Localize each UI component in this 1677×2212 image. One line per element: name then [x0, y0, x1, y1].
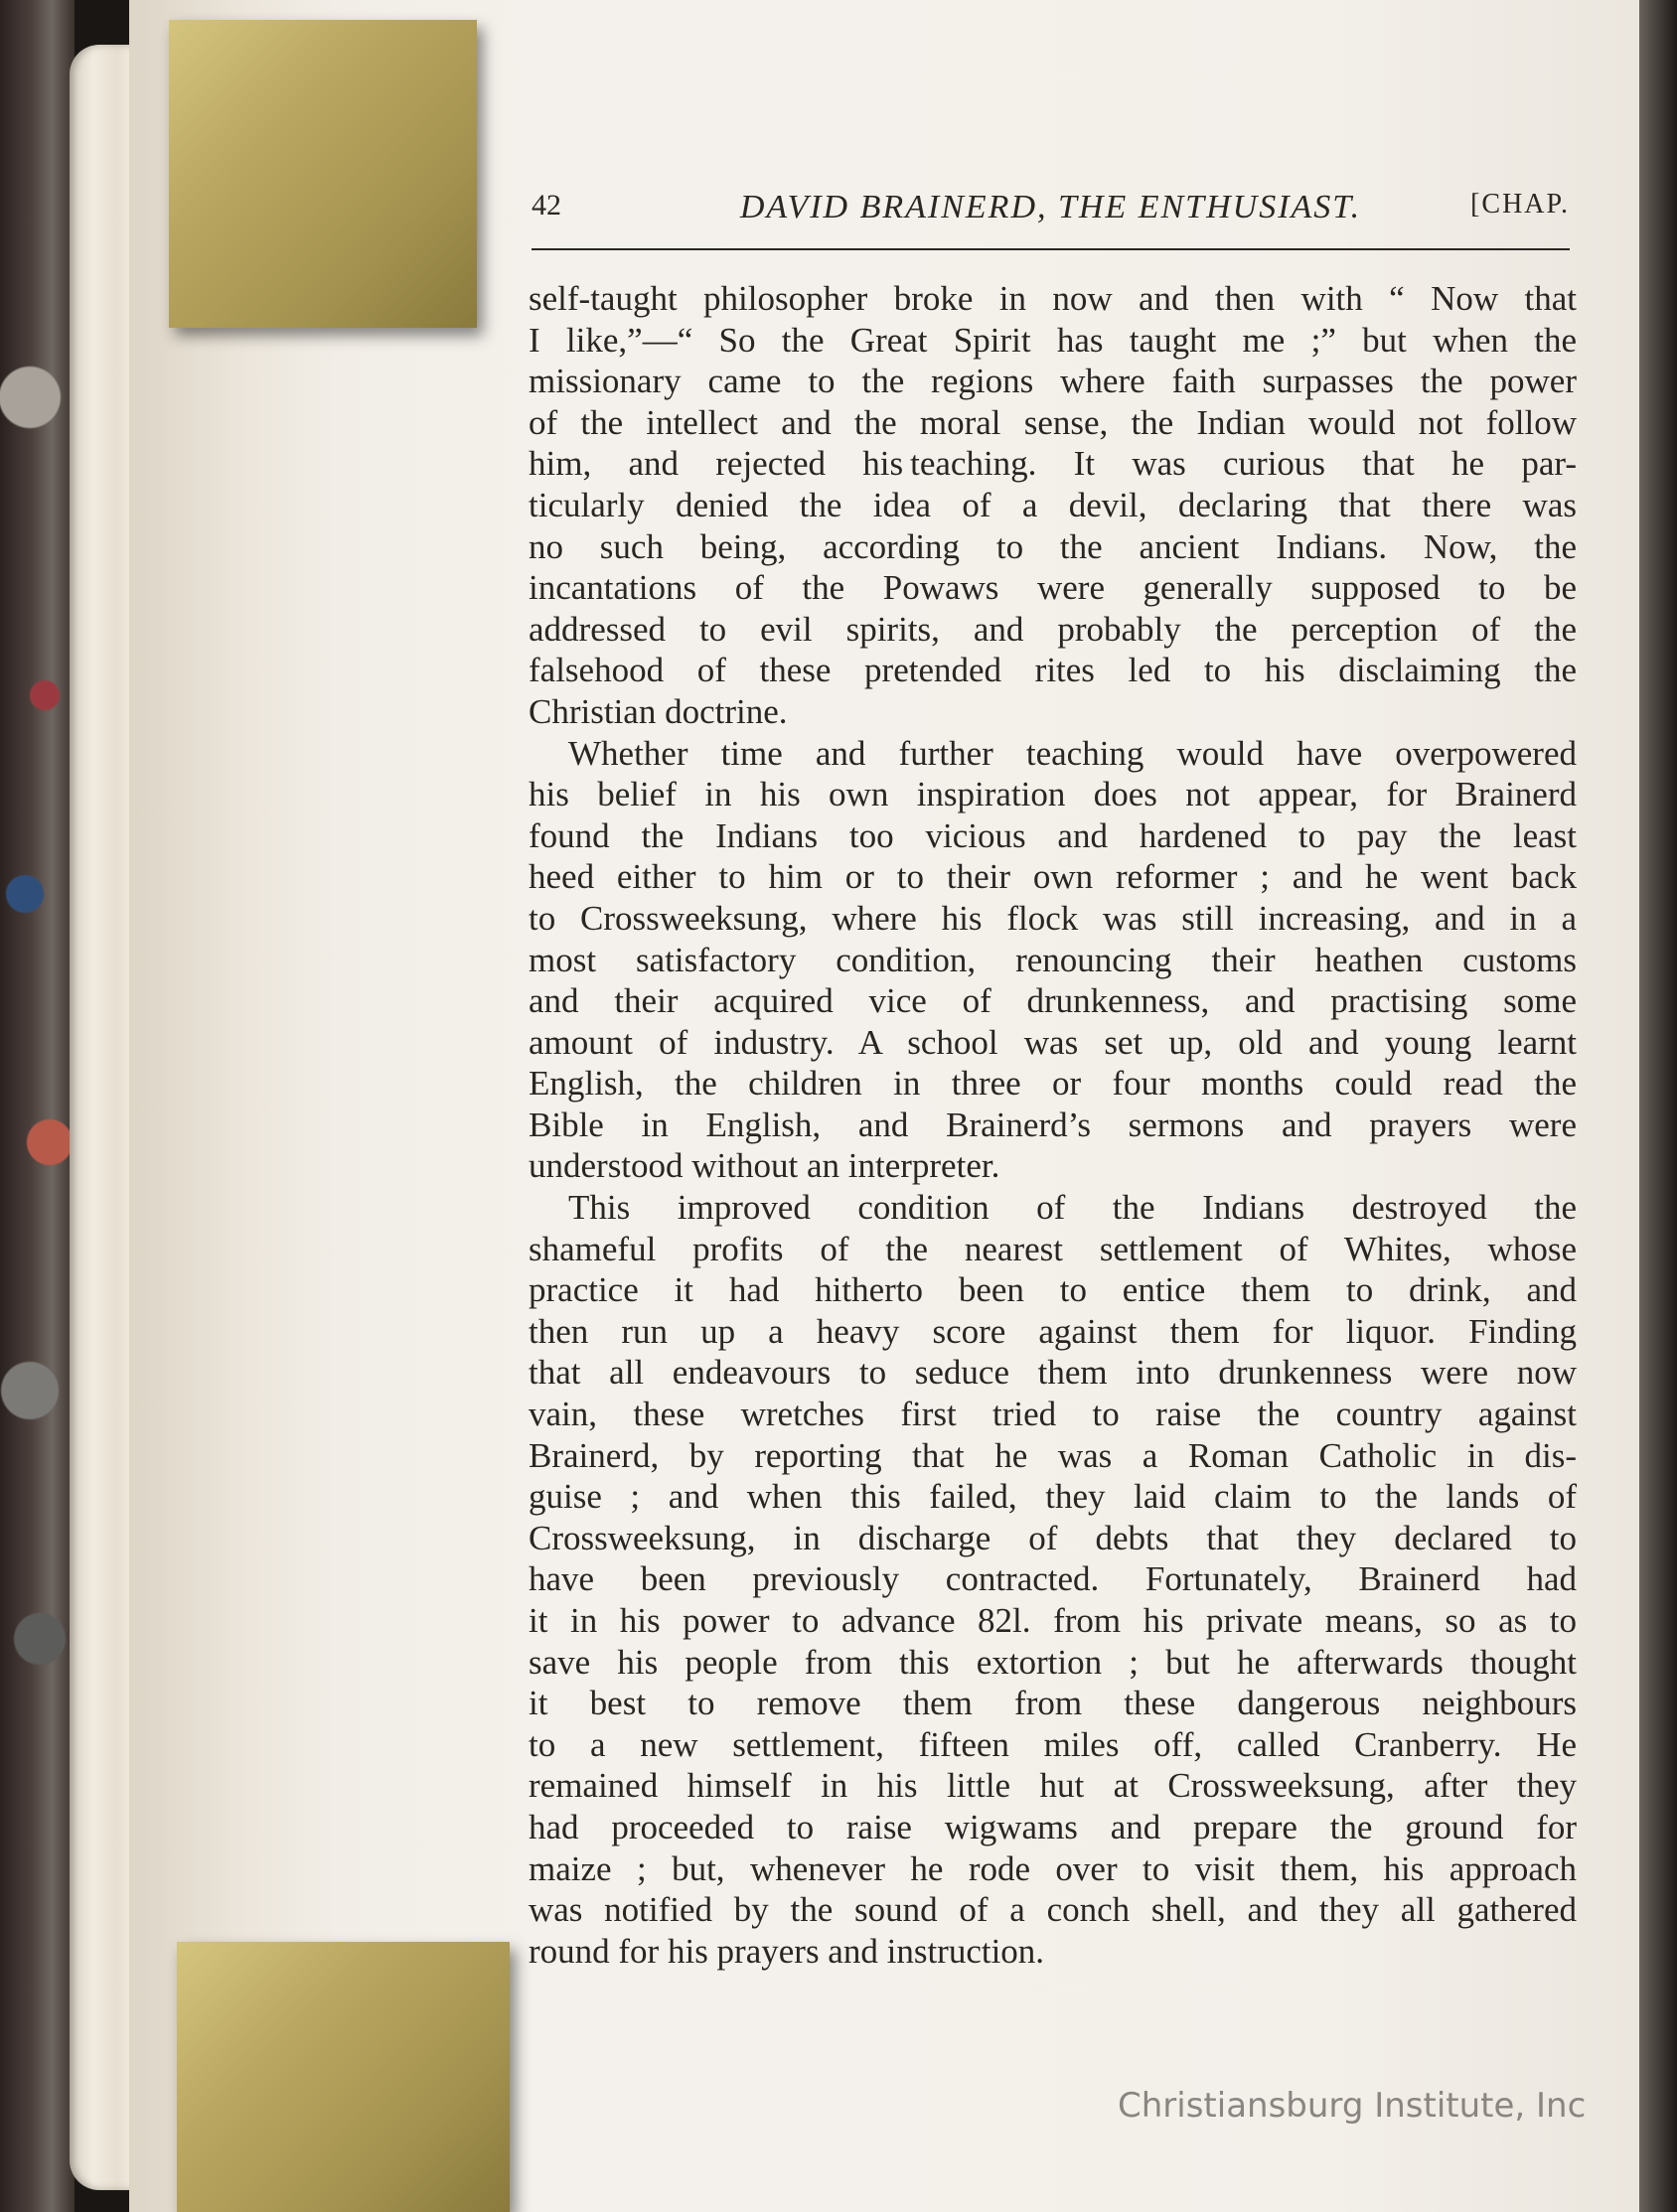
- text-line: falsehood of these pretended rites led to his disclaiming the: [529, 651, 1577, 690]
- text-line: ticularly denied the idea of a devil, declaring that there was: [529, 485, 1577, 524]
- text-line: English, the children in three or four months could read the: [529, 1064, 1577, 1104]
- text-line: vain, these wretches first tried to raise the country against: [529, 1395, 1577, 1434]
- text-line: remained himself in his little hut at Crossweeksung, after they: [529, 1766, 1577, 1806]
- text-line: of the intellect and the moral sense, the Indian would not follow: [529, 402, 1577, 442]
- text-line: self-taught philosopher broke in now and then with “ Now that: [529, 279, 1577, 318]
- text-line: no such being, according to the ancient Indians. Now, the: [529, 526, 1577, 566]
- text-line: had proceeded to raise wigwams and prepare the ground for: [529, 1807, 1577, 1846]
- text-line: guise ; and when this failed, they laid claim to the lands of: [529, 1477, 1577, 1517]
- text-line: Bible in English, and Brainerd’s sermons and prayers were: [529, 1105, 1577, 1144]
- text-line: round for his prayers and instruction.: [529, 1931, 1045, 1971]
- text-line: Brainerd, by reporting that he was a Roman Catholic in dis-: [529, 1435, 1577, 1475]
- text-line: I like,”—“ So the Great Spirit has taught me ;” but when the: [529, 320, 1577, 360]
- text-line: Christian doctrine.: [529, 691, 788, 731]
- text-line: his belief in his own inspiration does not appear, for Brainerd: [529, 775, 1577, 814]
- text-line: amount of industry. A school was set up, old and young learnt: [529, 1022, 1577, 1062]
- text-line: save his people from this extortion ; but he afterwards thought: [529, 1642, 1577, 1682]
- text-line: heed either to him or to their own reformer ; and he went back: [529, 857, 1577, 897]
- text-line: Whether time and further teaching would have overpowered: [568, 733, 1577, 773]
- running-title: DAVID BRAINERD, THE ENTHUSIAST.: [739, 189, 1362, 225]
- text-line: practice it had hitherto been to entice them to drink, and: [529, 1270, 1577, 1310]
- brass-page-clip-top: [169, 20, 477, 328]
- text-line: missionary came to the regions where faith surpasses the power: [529, 362, 1577, 401]
- paragraph: [529, 1187, 1577, 1972]
- page-header: [532, 189, 1570, 250]
- text-line: This improved condition of the Indians destroyed the: [568, 1188, 1577, 1228]
- text-line: that all endeavours to seduce them into drunkenness were now: [529, 1353, 1577, 1393]
- text-line: incantations of the Powaws were generally supposed to be: [529, 568, 1577, 608]
- text-line: understood without an interpreter.: [529, 1146, 1000, 1186]
- paragraph: [529, 733, 1577, 1188]
- text-line: then run up a heavy score against them for liquor. Finding: [529, 1311, 1577, 1351]
- body-text: [529, 278, 1577, 1972]
- text-line: most satisfactory condition, renouncing their heathen customs: [529, 940, 1577, 979]
- text-line: to a new settlement, fifteen miles off, called Cranberry. He: [529, 1724, 1577, 1764]
- text-line: addressed to evil spirits, and probably the perception of the: [529, 609, 1577, 649]
- text-line: found the Indians too vicious and hardened to pay the least: [529, 815, 1577, 855]
- page-gutter-shadow: [1639, 0, 1677, 2212]
- text-line: shameful profits of the nearest settlement of Whites, whose: [529, 1229, 1577, 1268]
- text-line: him, and rejected his teaching. It was curious that he par-: [529, 444, 1577, 484]
- text-line: have been previously contracted. Fortunately, Brainerd had: [529, 1559, 1577, 1599]
- text-line: Crossweeksung, in discharge of debts that they declared to: [529, 1518, 1577, 1557]
- text-line: and their acquired vice of drunkenness, and practising some: [529, 981, 1577, 1021]
- chapter-marker: [CHAP.: [1470, 189, 1570, 220]
- book-spine: [0, 0, 75, 2212]
- paragraph: [529, 278, 1577, 733]
- text-line: it in his power to advance 82l. from his private means, so as to: [529, 1601, 1577, 1640]
- page-number: 42: [532, 189, 561, 221]
- text-line: to Crossweeksung, where his flock was still increasing, and in a: [529, 898, 1577, 938]
- text-line: it best to remove them from these dangerous neighbours: [529, 1684, 1577, 1723]
- text-line: was notified by the sound of a conch shell, and they all gathered: [529, 1890, 1577, 1930]
- watermark: Christiansburg Institute, Inc: [1118, 2086, 1587, 2126]
- brass-page-clip-bottom: [177, 1942, 510, 2212]
- text-line: maize ; but, whenever he rode over to visit them, his approach: [529, 1848, 1577, 1888]
